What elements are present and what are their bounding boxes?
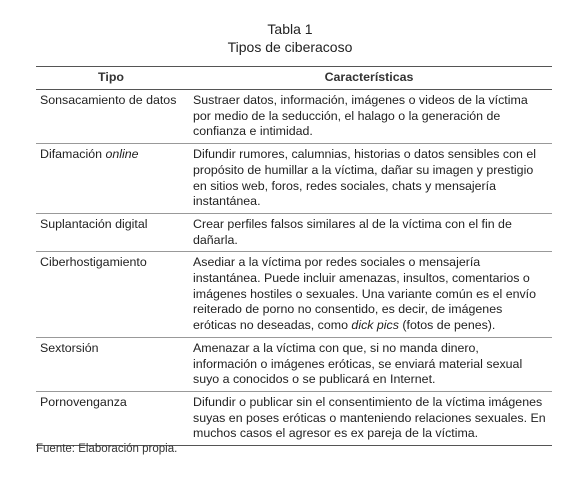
- cell-caracteristicas: Amenazar a la víctima con que, si no manda dinero, información o imágenes eróticas, se enviará material sexual suyo a conocidos o se publicará en Internet.: [193, 340, 523, 387]
- cell-caracteristicas: Difundir rumores, calumnias, historias o datos sensibles con el propósito de humillar a la víctima, dañar su imagen y prestigio en sitios web, foros, redes sociales, chats y mensajería instantánea.: [193, 147, 536, 209]
- table-row: [36, 338, 552, 392]
- header-caracteristicas: Características: [324, 70, 414, 85]
- cell-text-pre: Asediar a la víctima por redes sociales o mensajería instantánea. Puede incluir amenazas, insultos, comentarios o imágenes hostiles o sexuales. Una variante común es el envío reiterado de porno no consentido, es decir, de imágenes eróticas no deseadas, como: [193, 255, 536, 333]
- cyberbullying-types-table: [36, 66, 552, 446]
- table-row: [36, 252, 552, 338]
- cell-text-italic: dick pics: [351, 318, 399, 333]
- table-title: Tipos de ciberacoso: [227, 39, 353, 55]
- table-caption: [0, 20, 580, 56]
- cell-tipo: Ciberhostigamiento: [40, 255, 147, 270]
- header-tipo: Tipo: [98, 70, 124, 85]
- cell-caracteristicas: [189, 255, 552, 334]
- cell-tipo: Suplantación digital: [40, 216, 148, 231]
- cell-tipo: Sonsacamiento de datos: [40, 93, 177, 107]
- cell-caracteristicas: Difundir o publicar sin el consentimiento de la víctima imágenes suyas en poses eróticas o manteniendo relaciones sexuales. En muchos casos el agresor es ex pareja de la víctima.: [193, 394, 546, 441]
- cell-tipo: Sextorsión: [40, 340, 99, 355]
- cell-tipo-italic: online: [105, 147, 139, 162]
- table-row: [36, 214, 552, 252]
- cell-tipo: [36, 147, 189, 210]
- table-row: [36, 144, 552, 214]
- cell-caracteristicas: Sustraer datos, información, imágenes o videos de la víctima por medio de la seducción, el halago o la generación de confianza e intimidad.: [193, 93, 528, 139]
- table-number: Tabla 1: [267, 21, 313, 37]
- source-note: Fuente: Elaboración propia.: [36, 443, 178, 455]
- cell-caracteristicas: Crear perfiles falsos similares al de la víctima con el fin de dañarla.: [193, 216, 512, 247]
- cell-text-post: (fotos de penes).: [398, 318, 496, 333]
- table-row: [36, 90, 552, 144]
- cell-tipo-text: Difamación: [40, 147, 102, 162]
- table-header-row: [36, 67, 552, 90]
- table-row: [36, 392, 552, 445]
- cell-tipo: Pornovenganza: [40, 394, 127, 409]
